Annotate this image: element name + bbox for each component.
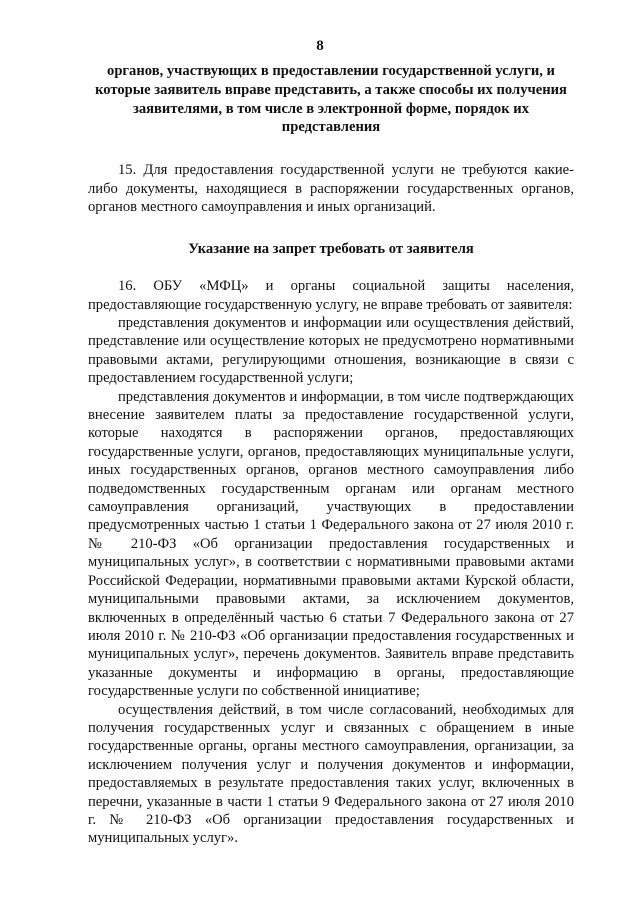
paragraph-item-16-point-3: осуществления действий, в том числе согласований, необходимых для получения государственных услуг и связанных с обращением в иные государственные органы, органы местного самоуправления, организации, за исключением получения услуг и получения документов и информации, предоставляемых в результате предоставления таких услуг, включенных в перечни, указанные в части 1 статьи 9 Федерального закона от 27 июля 2010 г. № 210-ФЗ «Об организации предоставления государственных и муниципальных услуг». [88, 701, 574, 847]
section-heading-documents: органов, участвующих в предоставлении государственной услуги, и которые заявитель вправе представить, а также способы их получения заявителями, в том числе в электронной форме, порядок их представления [95, 63, 567, 136]
paragraph-item-15: 15. Для предоставления государственной услуги не требуются какие-либо документы, находящиеся в распоряжении государственных органов, органов местного самоуправления и иных организаций. [88, 162, 574, 215]
paragraph-item-16-intro: 16. ОБУ «МФЦ» и органы социальной защиты населения, предоставляющие государственную услугу, не вправе требовать от заявителя: [88, 278, 574, 313]
page-number: 8 [316, 38, 324, 54]
spacer [88, 137, 574, 161]
spacer [88, 259, 574, 277]
section-heading-prohibition: Указание на запрет требовать от заявителя [188, 241, 474, 258]
paragraph-item-16-point-2: представления документов и информации, в том числе подтверждающих внесение заявителем платы за предоставление государственной услуги, которые находятся в распоряжении органов, предоставляющих государственные услуги, органов, предоставляющих муниципальные услуги, иных государственных органов, органов местного самоуправления либо подведомственных государственным органам или органам местного самоуправления организаций, участвующих в предоставлении предусмотренных частью 1 статьи 1 Федерального закона от 27 июля 2010 г. № 210-ФЗ «Об организации предоставления государственных и муниципальных услуг», в соответствии с нормативными правовыми актами Российской Федерации, нормативными правовыми актами Курской области, муниципальными правовыми актами, за исключением документов, включенных в определённый частью 6 статьи 7 Федерального закона от 27 июля 2010 г. № 210-ФЗ «Об организации предоставления государственных и муниципальных услуг», перечень документов. Заявитель вправе представить указанные документы и информацию в органы, предоставляющие государственные услуги по собственной инициативе; [88, 388, 574, 700]
document-body [88, 62, 574, 848]
spacer [88, 216, 574, 240]
paragraph-item-16-point-1: представления документов и информации или осуществления действий, представление или осуществление которых не предусмотрено нормативными правовыми актами, регулирующими отношения, возникающие в связи с предоставлением государственной услуги; [88, 315, 574, 387]
